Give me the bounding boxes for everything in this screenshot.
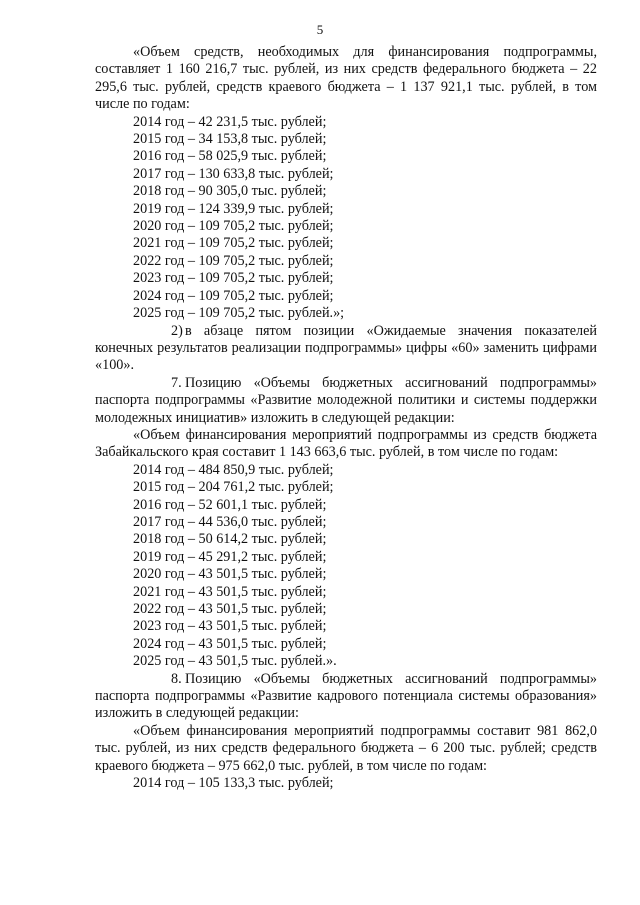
year-line: 2014 год – 484 850,9 тыс. рублей; <box>133 461 334 478</box>
item7-text: Позицию «Объемы бюджетных ассигнований подпрограммы» паспорта подпрограммы «Развитие молодежной политики и системы поддержки молодежных инициатив» изложить в следующей редакции: <box>95 374 597 426</box>
year-line: 2024 год – 109 705,2 тыс. рублей; <box>133 287 334 304</box>
document-body <box>95 44 597 792</box>
year-line: 2019 год – 124 339,9 тыс. рублей; <box>133 200 334 217</box>
year-line: 2023 год – 109 705,2 тыс. рублей; <box>133 270 334 287</box>
block1-intro: «Объем средств, необходимых для финансирования подпрограммы, составляет 1 160 216,7 тыс. рублей, из них средств федерального бюджета – 22 295,6 тыс. рублей, средств краевого бюджета – 1 137 921,1 тыс. рублей, в том числе по годам: <box>95 44 597 113</box>
item7-number: 7. <box>171 374 182 391</box>
year-line: 2018 год – 90 305,0 тыс. рублей; <box>133 183 327 200</box>
year-line: 2020 год – 43 501,5 тыс. рублей; <box>133 566 327 583</box>
year-line: 2017 год – 44 536,0 тыс. рублей; <box>133 513 327 530</box>
year-line: 2014 год – 42 231,5 тыс. рублей; <box>133 113 327 130</box>
year-line: 2014 год – 105 133,3 тыс. рублей; <box>133 775 334 792</box>
year-line: 2019 год – 45 291,2 тыс. рублей; <box>133 548 327 565</box>
item8-text: Позицию «Объемы бюджетных ассигнований подпрограммы» паспорта подпрограммы «Развитие кадрового потенциала системы образования» изложить в следующей редакции: <box>95 670 597 722</box>
page-number: 5 <box>316 22 324 37</box>
year-line: 2017 год – 130 633,8 тыс. рублей; <box>133 165 334 182</box>
year-line: 2025 год – 109 705,2 тыс. рублей.»; <box>133 305 345 322</box>
block1-year-list <box>95 114 597 323</box>
item7-year-list <box>95 462 597 671</box>
year-line: 2020 год – 109 705,2 тыс. рублей; <box>133 218 334 235</box>
year-line: 2022 год – 109 705,2 тыс. рублей; <box>133 252 334 269</box>
item8-year-list <box>95 775 597 792</box>
year-line: 2018 год – 50 614,2 тыс. рублей; <box>133 531 327 548</box>
item8-number: 8. <box>171 670 182 687</box>
year-line: 2021 год – 109 705,2 тыс. рублей; <box>133 235 334 252</box>
item2-number: 2) <box>171 322 183 339</box>
year-line: 2025 год – 43 501,5 тыс. рублей.». <box>133 653 337 670</box>
item7-paragraph <box>95 375 597 427</box>
item2-paragraph <box>95 323 597 375</box>
year-line: 2022 год – 43 501,5 тыс. рублей; <box>133 601 327 617</box>
item2-text: в абзаце пятом позиции «Ожидаемые значения показателей конечных результатов реализации подпрограммы» цифры «60» заменить цифрами «100». <box>95 322 597 374</box>
item7-intro: «Объем финансирования мероприятий подпрограммы из средств бюджета Забайкальского края составит 1 143 663,6 тыс. рублей, в том числе по годам: <box>95 426 597 461</box>
year-line: 2016 год – 58 025,9 тыс. рублей; <box>133 148 327 165</box>
item8-intro: «Объем финансирования мероприятий подпрограммы составит 981 862,0 тыс. рублей, из них средств федерального бюджета – 6 200 тыс. рублей; средств краевого бюджета – 975 662,0 тыс. рублей, в том числе по годам: <box>95 722 597 774</box>
year-line: 2023 год – 43 501,5 тыс. рублей; <box>133 618 327 635</box>
year-line: 2015 год – 34 153,8 тыс. рублей; <box>133 131 327 148</box>
year-line: 2024 год – 43 501,5 тыс. рублей; <box>133 635 327 652</box>
year-line: 2016 год – 52 601,1 тыс. рублей; <box>133 496 327 513</box>
year-line: 2015 год – 204 761,2 тыс. рублей; <box>133 479 334 496</box>
year-line: 2021 год – 43 501,5 тыс. рублей; <box>133 583 327 600</box>
item8-paragraph <box>95 671 597 723</box>
